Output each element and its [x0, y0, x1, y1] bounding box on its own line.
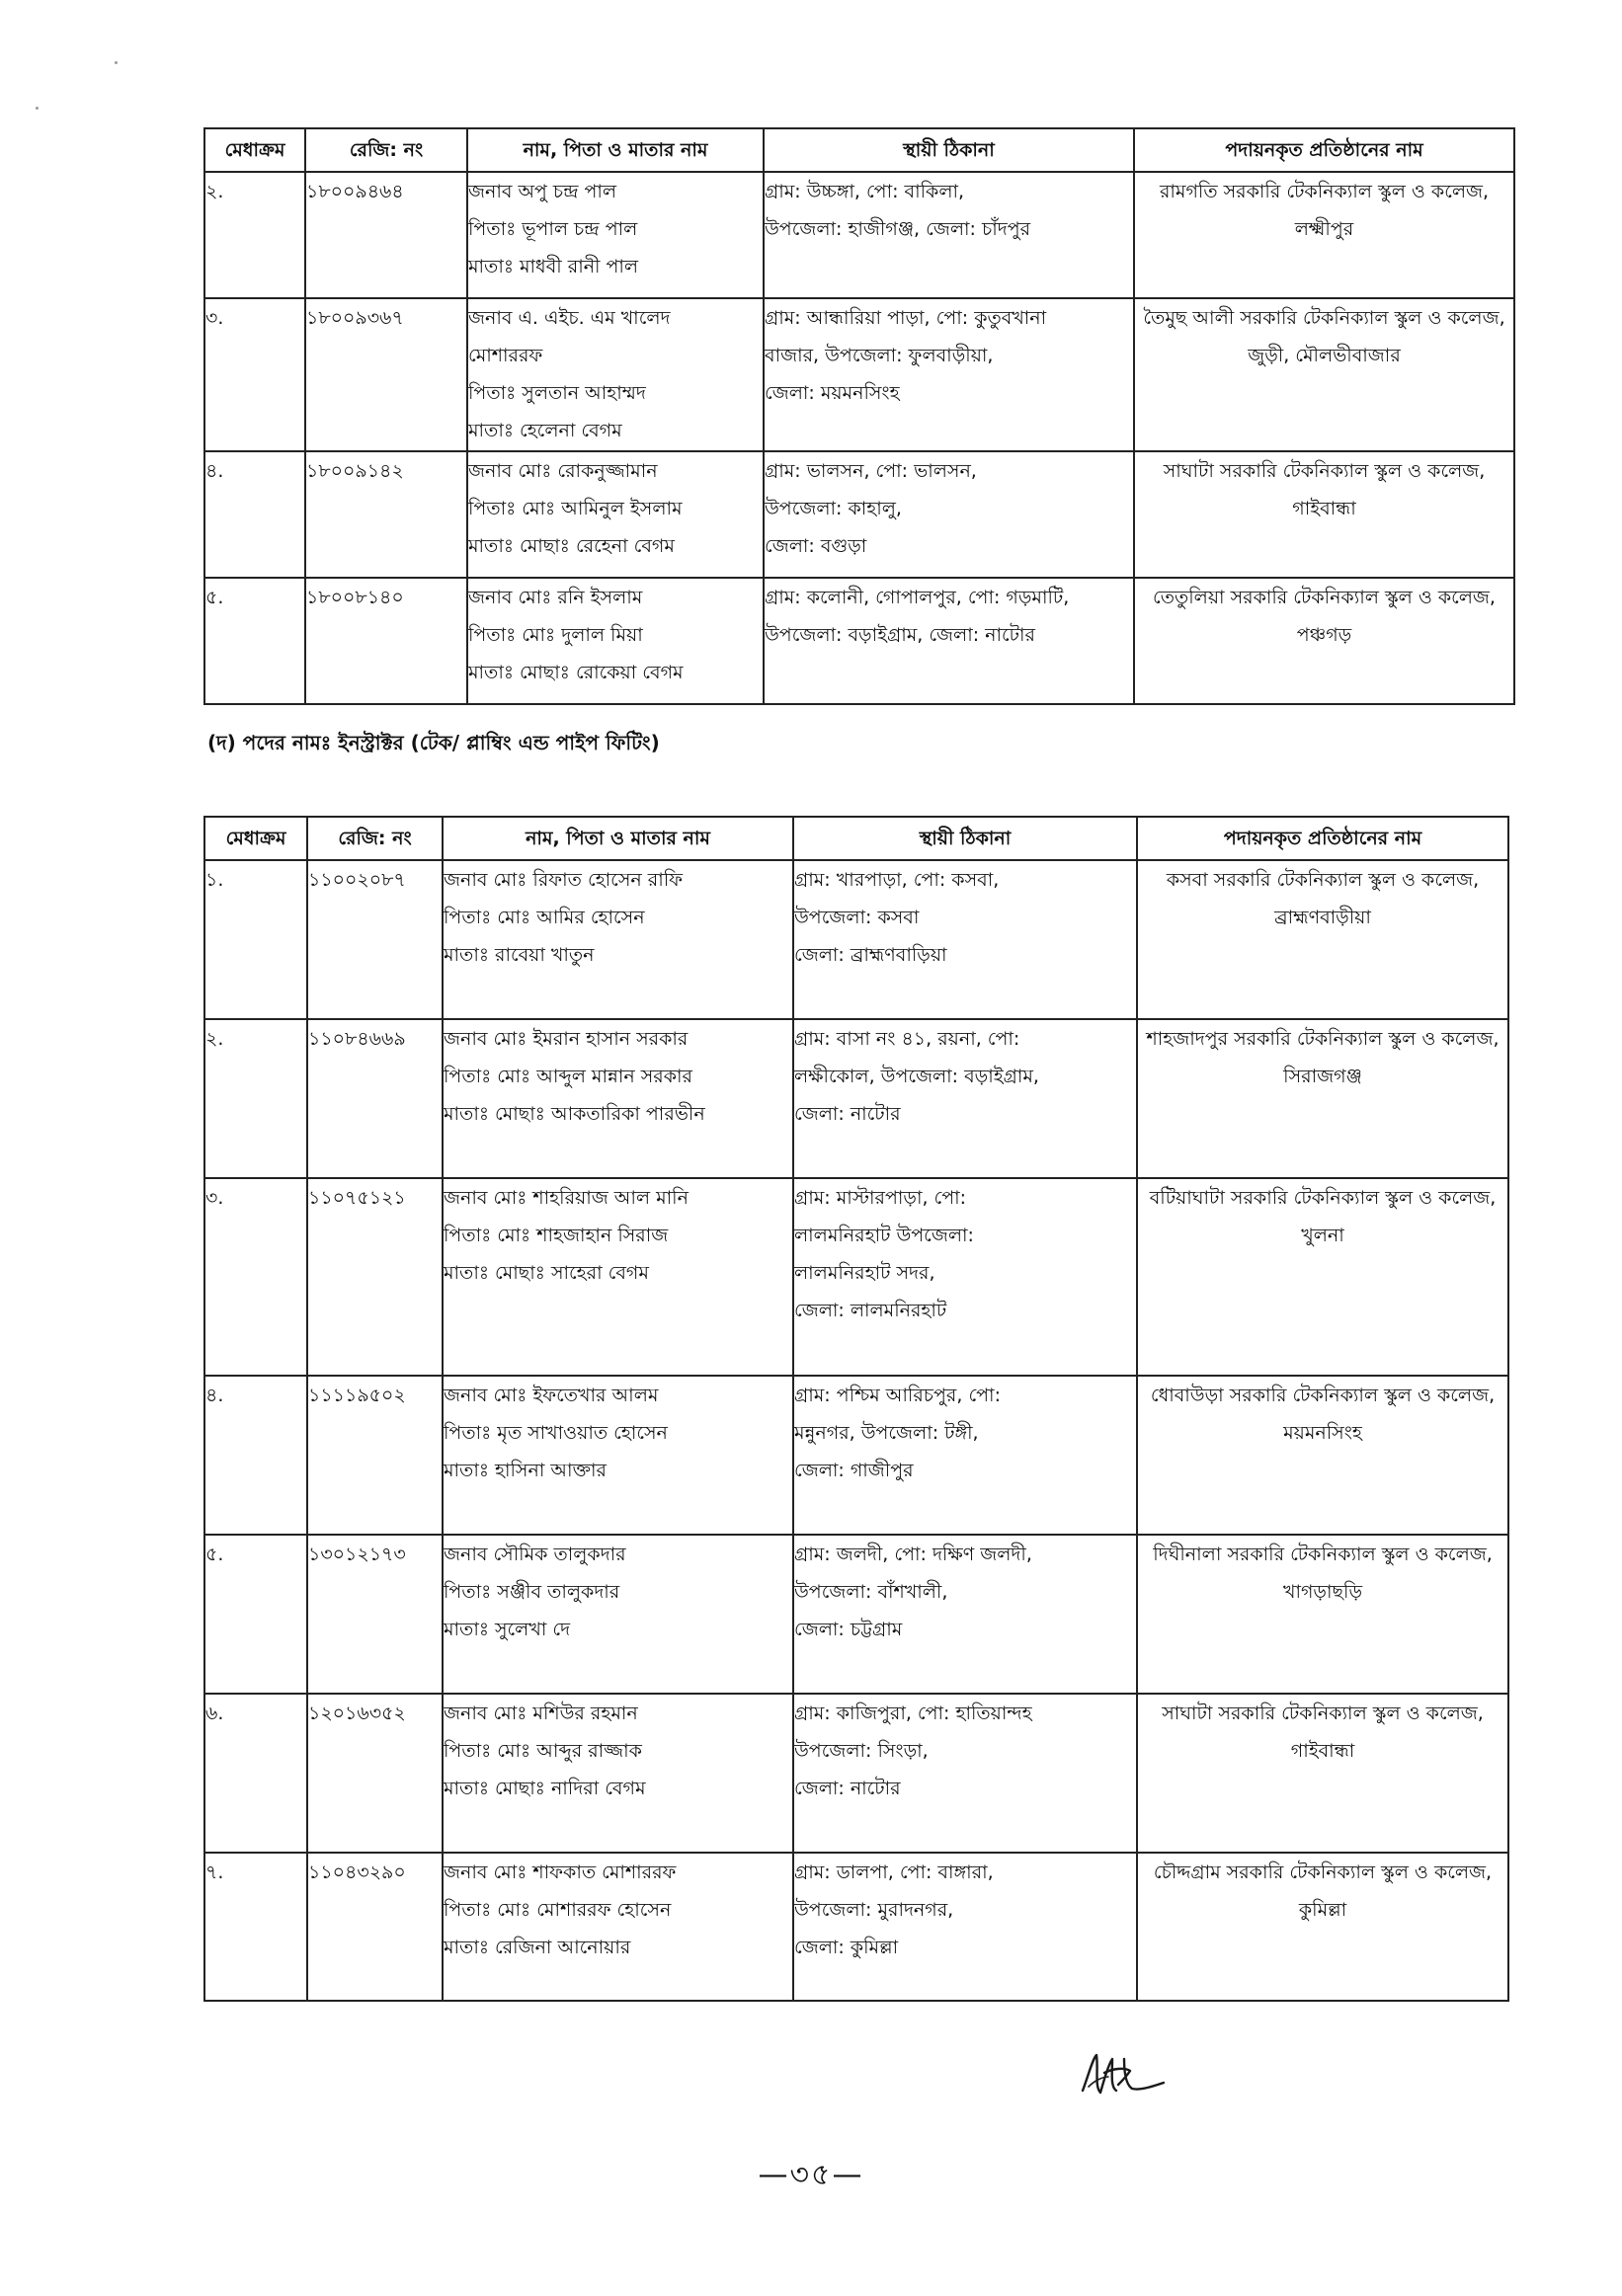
address-line: গ্রাম: পশ্চিম আরিচপুর, পো:: [794, 1385, 1001, 1406]
serial-cell: ১.: [204, 860, 307, 1019]
serial-cell: ৫.: [204, 1535, 307, 1694]
address-cell: [764, 451, 1134, 578]
reg-cell: ১৮০০৯৪৬৪: [305, 172, 467, 298]
address-line: জেলা: নাটোর: [794, 1103, 901, 1125]
name-line: মাতাঃ মোছাঃ রোকেয়া বেগম: [468, 662, 684, 683]
name-line: জনাব মোঃ শাহরিয়াজ আল মানি: [444, 1187, 689, 1209]
name-line: পিতাঃ সুলতান আহাম্মদ: [468, 382, 646, 404]
section-heading: (দ) পদের নামঃ ইনস্ট্রাক্টর (টেক/ প্লাম্বিং এন্ড পাইপ ফিটিং): [207, 731, 660, 754]
address-line: লালমনিরহাট সদর,: [794, 1262, 935, 1284]
name-line: মাতাঃ সুলেখা দে: [444, 1619, 571, 1640]
address-line: জেলা: লালমনিরহাট: [794, 1300, 947, 1321]
name-line: জনাব মোঃ ইমরান হাসান সরকার: [444, 1028, 689, 1050]
page-number: —৩৫—: [758, 2158, 864, 2192]
col-header-address: স্থায়ী ঠিকানা: [764, 128, 1134, 172]
name-line: পিতাঃ মোঃ দুলাল মিয়া: [468, 624, 643, 646]
address-line: জেলা: বগুড়া: [765, 535, 867, 557]
name-cell: [443, 1535, 793, 1694]
name-cell: [443, 1376, 793, 1535]
serial-cell: ২.: [204, 172, 305, 298]
serial-cell: ৭.: [204, 1853, 307, 2001]
address-cell: [764, 578, 1134, 704]
name-line: মাতাঃ মোছাঃ সাহেরা বেগম: [444, 1262, 649, 1284]
name-cell: [467, 298, 764, 451]
address-line: উপজেলা: বড়াইগ্রাম, জেলা: নাটোর: [765, 624, 1035, 646]
address-line: মন্নুনগর, উপজেলা: টঙ্গী,: [794, 1422, 979, 1444]
table-row: [204, 1694, 1508, 1853]
address-line: গ্রাম: ডালপা, পো: বাঙ্গারা,: [794, 1861, 994, 1883]
name-line: পিতাঃ মোঃ আমির হোসেন: [444, 907, 645, 928]
institution-cell: [1137, 1178, 1508, 1376]
institution-name: কসবা সরকারি টেকনিক্যাল স্কুল ও কলেজ, ব্রাহ্মণবাড়ীয়া: [1166, 869, 1480, 928]
reg-cell: ১১০৭৫১২১: [307, 1178, 443, 1376]
signature-mark: [1075, 2047, 1170, 2106]
address-line: উপজেলা: কসবা: [794, 907, 920, 928]
name-line: জনাব মোঃ রোকনুজ্জামান: [468, 460, 658, 482]
address-line: লক্ষীকোল, উপজেলা: বড়াইগ্রাম,: [794, 1066, 1039, 1087]
address-line: উপজেলা: বাঁশখালী,: [794, 1581, 948, 1603]
institution-name: চৌদ্দগ্রাম সরকারি টেকনিক্যাল স্কুল ও কলেজ, কুমিল্লা: [1153, 1861, 1493, 1921]
merit-list-table-1: [203, 127, 1515, 705]
name-line: পিতাঃ মোঃ আমিনুল ইসলাম: [468, 498, 683, 519]
institution-name: তেতুলিয়া সরকারি টেকনিক্যাল স্কুল ও কলেজ, পঞ্চগড়: [1153, 587, 1496, 646]
reg-cell: ১১১১৯৫০২: [307, 1376, 443, 1535]
name-cell: [443, 1178, 793, 1376]
name-line: মাতাঃ হাসিনা আক্তার: [444, 1460, 607, 1481]
name-cell: [467, 172, 764, 298]
institution-name: সাঘাটা সরকারি টেকনিক্যাল স্কুল ও কলেজ, গাইবান্ধা: [1162, 1702, 1484, 1762]
address-line: জেলা: গাজীপুর: [794, 1460, 914, 1481]
name-cell: [443, 1019, 793, 1178]
table-row: [204, 1376, 1508, 1535]
serial-cell: ৫.: [204, 578, 305, 704]
institution-name: শাহজাদপুর সরকারি টেকনিক্যাল স্কুল ও কলেজ, সিরাজগঞ্জ: [1146, 1028, 1500, 1087]
reg-cell: ১৩০১২১৭৩: [307, 1535, 443, 1694]
name-line: পিতাঃ মোঃ শাহজাহান সিরাজ: [444, 1225, 669, 1246]
address-line: উপজেলা: কাহালু,: [765, 498, 902, 519]
address-cell: [764, 172, 1134, 298]
name-line: পিতাঃ ভূপাল চন্দ্র পাল: [468, 218, 638, 240]
address-line: গ্রাম: মাস্টারপাড়া, পো:: [794, 1187, 967, 1209]
table-header-row: [204, 128, 1514, 172]
address-cell: [793, 1019, 1137, 1178]
address-cell: [793, 1376, 1137, 1535]
address-line: জেলা: ময়মনসিংহ: [765, 382, 900, 404]
name-cell: [467, 578, 764, 704]
reg-cell: ১১০৪৩২৯০: [307, 1853, 443, 2001]
col-header-institution: পদায়নকৃত প্রতিষ্ঠানের নাম: [1137, 817, 1508, 860]
name-line: জনাব এ. এইচ. এম খালেদ: [468, 307, 671, 329]
name-line: পিতাঃ সঞ্জীব তালুকদার: [444, 1581, 620, 1603]
serial-cell: ৪.: [204, 1376, 307, 1535]
address-line: গ্রাম: কলোনী, গোপালপুর, পো: গড়মাটি,: [765, 587, 1070, 608]
reg-cell: ১৮০০৯৩৬৭: [305, 298, 467, 451]
institution-name: ধোবাউড়া সরকারি টেকনিক্যাল স্কুল ও কলেজ, ময়মনসিংহ: [1150, 1385, 1496, 1444]
reg-cell: ১২০১৬৩৫২: [307, 1694, 443, 1853]
table-row: [204, 172, 1514, 298]
col-header-reg: রেজি: নং: [305, 128, 467, 172]
col-header-name: নাম, পিতা ও মাতার নাম: [467, 128, 764, 172]
name-line: জনাব মোঃ ইফতেখার আলম: [444, 1385, 659, 1406]
merit-list-table-2: [203, 816, 1509, 2002]
table-row: [204, 1853, 1508, 2001]
name-line: মাতাঃ হেলেনা বেগম: [468, 420, 622, 441]
col-header-serial: মেধাক্রম: [204, 817, 307, 860]
reg-cell: ১১০০২০৮৭: [307, 860, 443, 1019]
col-header-reg: রেজি: নং: [307, 817, 443, 860]
address-line: জেলা: কুমিল্লা: [794, 1937, 899, 1958]
institution-name: দিঘীনালা সরকারি টেকনিক্যাল স্কুল ও কলেজ, খাগড়াছড়ি: [1153, 1544, 1493, 1603]
name-line: পিতাঃ মৃত সাখাওয়াত হোসেন: [444, 1422, 668, 1444]
reg-cell: ১১০৮৪৬৬৯: [307, 1019, 443, 1178]
name-line: মাতাঃ মোছাঃ নাদিরা বেগম: [444, 1778, 646, 1799]
table-header-row: [204, 817, 1508, 860]
institution-cell: [1137, 1853, 1508, 2001]
institution-cell: [1137, 1535, 1508, 1694]
institution-cell: [1137, 1376, 1508, 1535]
address-line: গ্রাম: আন্ধারিয়া পাড়া, পো: কুতুবখানা: [765, 307, 1047, 329]
institution-cell: [1137, 860, 1508, 1019]
institution-cell: [1134, 298, 1514, 451]
address-line: গ্রাম: কাজিপুরা, পো: হাতিয়ান্দহ: [794, 1702, 1032, 1724]
name-cell: [467, 451, 764, 578]
col-header-serial: মেধাক্রম: [204, 128, 305, 172]
table-row: [204, 578, 1514, 704]
address-line: গ্রাম: উচ্চঙ্গা, পো: বাকিলা,: [765, 181, 965, 202]
table-row: [204, 451, 1514, 578]
name-line: জনাব মোঃ রনি ইসলাম: [468, 587, 643, 608]
address-line: জেলা: নাটোর: [794, 1778, 901, 1799]
institution-cell: [1134, 451, 1514, 578]
col-header-name: নাম, পিতা ও মাতার নাম: [443, 817, 793, 860]
name-line: মাতাঃ মোছাঃ আকতারিকা পারভীন: [444, 1103, 705, 1125]
name-line: পিতাঃ মোঃ মোশাররফ হোসেন: [444, 1899, 672, 1921]
name-line: মাতাঃ মোছাঃ রেহেনা বেগম: [468, 535, 675, 557]
address-line: উপজেলা: হাজীগঞ্জ, জেলা: চাঁদপুর: [765, 218, 1031, 240]
name-line: পিতাঃ মোঃ আব্দুর রাজ্জাক: [444, 1740, 642, 1762]
serial-cell: ৬.: [204, 1694, 307, 1853]
table-row: [204, 1178, 1508, 1376]
address-cell: [764, 298, 1134, 451]
table-row: [204, 1019, 1508, 1178]
name-cell: [443, 860, 793, 1019]
col-header-address: স্থায়ী ঠিকানা: [793, 817, 1137, 860]
name-line: জনাব সৌমিক তালুকদার: [444, 1544, 626, 1565]
name-line: জনাব মোঃ রিফাত হোসেন রাফি: [444, 869, 684, 891]
name-line: জনাব মোঃ শাফকাত মোশাররফ: [444, 1861, 677, 1883]
col-header-institution: পদায়নকৃত প্রতিষ্ঠানের নাম: [1134, 128, 1514, 172]
name-line: মাতাঃ মাধবী রানী পাল: [468, 256, 639, 277]
address-cell: [793, 860, 1137, 1019]
table-row: [204, 1535, 1508, 1694]
address-cell: [793, 1853, 1137, 2001]
serial-cell: ২.: [204, 1019, 307, 1178]
name-cell: [443, 1853, 793, 2001]
address-line: জেলা: ব্রাহ্মণবাড়িয়া: [794, 944, 947, 966]
institution-name: তৈমুছ আলী সরকারি টেকনিক্যাল স্কুল ও কলেজ, জুড়ী, মৌলভীবাজার: [1143, 307, 1505, 366]
address-line: গ্রাম: জলদী, পো: দক্ষিণ জলদী,: [794, 1544, 1032, 1565]
institution-cell: [1134, 172, 1514, 298]
name-line: মাতাঃ রাবেয়া খাতুন: [444, 944, 595, 966]
address-cell: [793, 1535, 1137, 1694]
institution-cell: [1137, 1694, 1508, 1853]
name-line: মাতাঃ রেজিনা আনোয়ার: [444, 1937, 631, 1958]
reg-cell: ১৮০০৮১৪০: [305, 578, 467, 704]
institution-cell: [1134, 578, 1514, 704]
address-line: গ্রাম: খারপাড়া, পো: কসবা,: [794, 869, 1000, 891]
address-line: লালমনিরহাট উপজেলা:: [794, 1225, 974, 1246]
name-line: জনাব অপু চন্দ্র পাল: [468, 181, 617, 202]
scan-speck: [115, 61, 118, 64]
table-row: [204, 298, 1514, 451]
institution-name: বটিয়াঘাটা সরকারি টেকনিক্যাল স্কুল ও কলেজ, খুলনা: [1149, 1187, 1497, 1246]
name-line: জনাব মোঃ মশিউর রহমান: [444, 1702, 638, 1724]
name-line: পিতাঃ মোঃ আব্দুল মান্নান সরকার: [444, 1066, 692, 1087]
name-cell: [443, 1694, 793, 1853]
institution-cell: [1137, 1019, 1508, 1178]
address-line: উপজেলা: সিংড়া,: [794, 1740, 929, 1762]
serial-cell: ৩.: [204, 1178, 307, 1376]
institution-name: সাঘাটা সরকারি টেকনিক্যাল স্কুল ও কলেজ, গাইবান্ধা: [1163, 460, 1486, 519]
serial-cell: ৪.: [204, 451, 305, 578]
address-cell: [793, 1694, 1137, 1853]
address-line: জেলা: চট্টগ্রাম: [794, 1619, 903, 1640]
reg-cell: ১৮০০৯১৪২: [305, 451, 467, 578]
address-line: উপজেলা: মুরাদনগর,: [794, 1899, 954, 1921]
table-row: [204, 860, 1508, 1019]
address-cell: [793, 1178, 1137, 1376]
institution-name: রামগতি সরকারি টেকনিক্যাল স্কুল ও কলেজ, লক্ষ্মীপুর: [1159, 181, 1490, 240]
serial-cell: ৩.: [204, 298, 305, 451]
name-line: মোশাররফ: [468, 345, 543, 366]
address-line: গ্রাম: ভালসন, পো: ভালসন,: [765, 460, 977, 482]
address-line: বাজার, উপজেলা: ফুলবাড়ীয়া,: [765, 345, 994, 366]
scan-speck: [36, 107, 39, 110]
address-line: গ্রাম: বাসা নং ৪১, রয়না, পো:: [794, 1028, 1020, 1050]
